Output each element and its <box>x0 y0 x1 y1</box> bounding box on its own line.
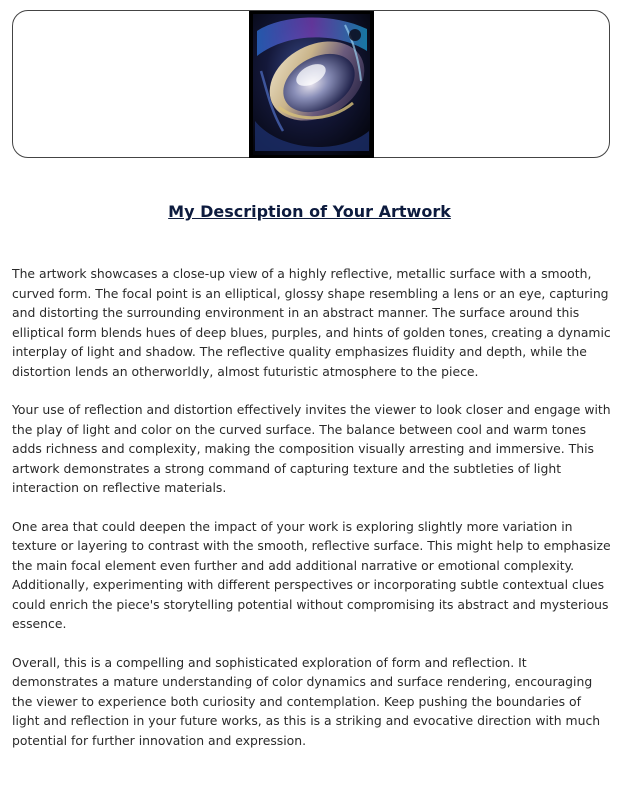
description-paragraph: Your use of reflection and distortion effectively invites the viewer to look closer and engage with the play of light and color on the curved surface. The balance between cool and warm tones adds richness and complexity, making the composition visually arresting and immersive. This artwork demonstrates a strong command of capturing texture and the subtleties of light interaction on reflective materials. <box>12 402 611 495</box>
description-paragraph: The artwork showcases a close-up view of a highly reflective, metallic surface with a smooth, curved form. The focal point is an elliptical, glossy shape resembling a lens or an eye, capturing and distorting the surrounding environment in an abstract manner. The surface around this elliptical form blends hues of deep blues, purples, and hints of golden tones, creating a dynamic interplay of light and shadow. The reflective quality emphasizes fluidity and depth, while the distortion lends an otherworldly, almost futuristic atmosphere to the piece. <box>12 266 611 379</box>
description-paragraph: One area that could deepen the impact of your work is exploring slightly more variation in texture or layering to contrast with the smooth, reflective surface. This might help to emphasize the main focal element even further and add additional narrative or emotional complexity. Additionally, experimenting with different perspectives or incorporating subtle contextual clues could enrich the piece's storytelling potential without compromising its abstract and mysterious essence. <box>12 518 611 631</box>
artwork-card <box>12 10 610 158</box>
artwork-image <box>249 11 374 158</box>
description-title: My Description of Your Artwork <box>168 202 451 221</box>
description-paragraph: Overall, this is a compelling and sophisticated exploration of form and reflection. It demonstrates a mature understanding of color dynamics and surface rendering, encouraging the viewer to experience both curiosity and contemplation. Keep pushing the boundaries of light and reflection in your future works, as this is a striking and evocative direction with much potential for further innovation and expression. <box>12 654 601 748</box>
description-body <box>12 264 612 769</box>
artwork-graphic <box>249 11 374 158</box>
